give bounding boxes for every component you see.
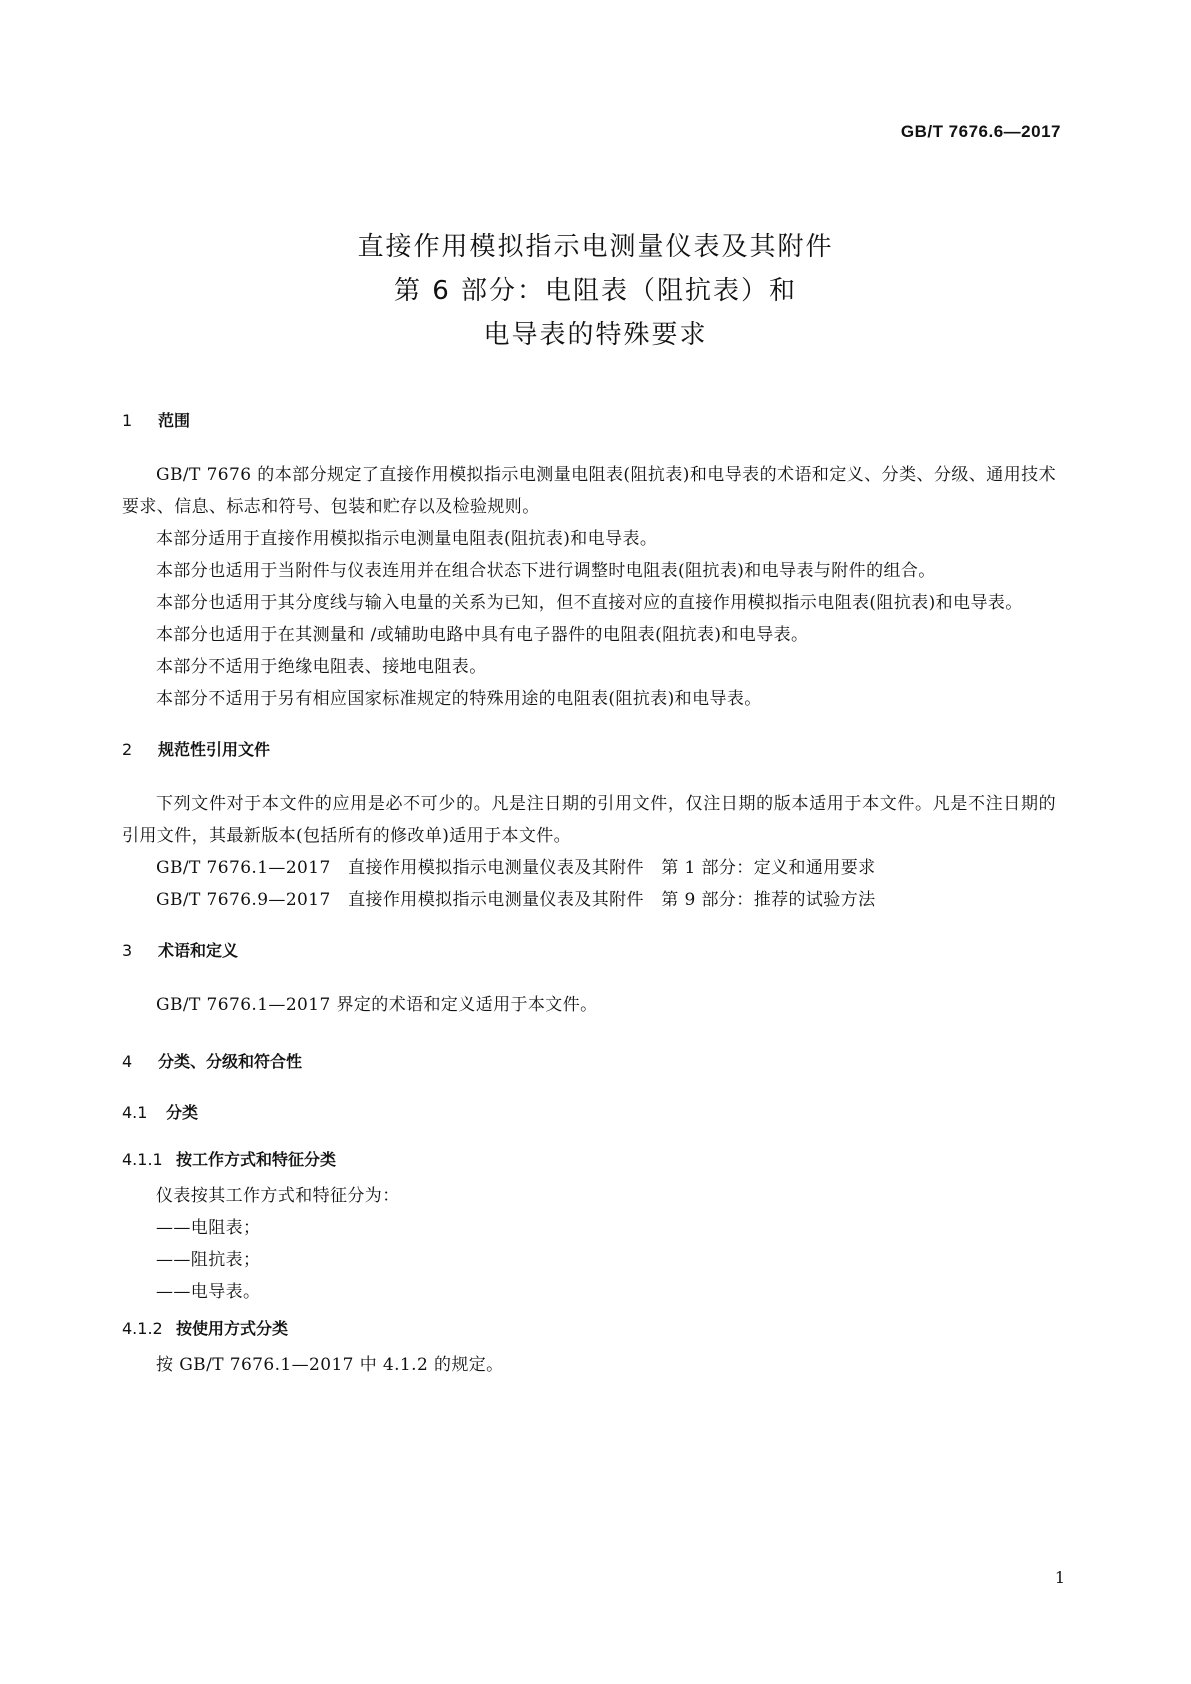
list-item: ——电阻表； xyxy=(156,1218,261,1238)
section-4-1-2-heading xyxy=(122,1316,1056,1339)
paragraph: 本部分也适用于其分度线与输入电量的关系为已知，但不直接对应的直接作用模拟指示电阻表(阻抗表)和电导表。 xyxy=(156,593,1023,613)
section-number: 2 xyxy=(122,740,133,759)
paragraph: 下列文件对于本文件的应用是必不可少的。凡是注日期的引用文件，仅注日期的版本适用于本文件。凡是不注日期的引用文件，其最新版本(包括所有的修改单)适用于本文件。 xyxy=(122,794,1056,846)
section-title: 按使用方式分类 xyxy=(176,1319,289,1338)
document-title xyxy=(0,225,1191,357)
normative-reference: GB/T 7676.9—2017 直接作用模拟指示电测量仪表及其附件 第 9 部分：推荐的试验方法 xyxy=(156,890,876,910)
paragraph: 本部分不适用于另有相应国家标准规定的特殊用途的电阻表(阻抗表)和电导表。 xyxy=(156,689,762,709)
section-4-1-1-heading xyxy=(122,1147,1056,1170)
paragraph: 本部分不适用于绝缘电阻表、接地电阻表。 xyxy=(156,657,487,677)
section-number: 4.1.2 xyxy=(122,1319,163,1338)
paragraph: GB/T 7676.1—2017 界定的术语和定义适用于本文件。 xyxy=(156,995,598,1015)
list-item: ——阻抗表； xyxy=(156,1250,261,1270)
standard-number: GB/T 7676.6—2017 xyxy=(900,122,1061,141)
section-4-heading xyxy=(122,1049,1056,1072)
section-4-1-heading xyxy=(122,1100,1056,1123)
title-line-2: 第 6 部分：电阻表（阻抗表）和 xyxy=(393,276,798,306)
section-number: 4 xyxy=(122,1052,133,1071)
document-body xyxy=(122,408,1056,1381)
section-number: 1 xyxy=(122,411,133,430)
section-title: 范围 xyxy=(158,411,191,430)
title-line-1: 直接作用模拟指示电测量仪表及其附件 xyxy=(357,232,834,262)
normative-reference: GB/T 7676.1—2017 直接作用模拟指示电测量仪表及其附件 第 1 部分：定义和通用要求 xyxy=(156,858,876,878)
section-number: 4.1.1 xyxy=(122,1150,163,1169)
section-title: 规范性引用文件 xyxy=(158,740,271,759)
page-number: 1 xyxy=(1054,1568,1065,1587)
section-title: 分类 xyxy=(166,1103,199,1122)
section-title: 分类、分级和符合性 xyxy=(158,1052,303,1071)
paragraph: 本部分适用于直接作用模拟指示电测量电阻表(阻抗表)和电导表。 xyxy=(156,529,658,549)
paragraph: 本部分也适用于当附件与仪表连用并在组合状态下进行调整时电阻表(阻抗表)和电导表与附件的组合。 xyxy=(156,561,936,581)
section-number: 3 xyxy=(122,941,133,960)
paragraph: 按 GB/T 7676.1—2017 中 4.1.2 的规定。 xyxy=(156,1355,504,1375)
paragraph: 本部分也适用于在其测量和 /或辅助电路中具有电子器件的电阻表(阻抗表)和电导表。 xyxy=(156,625,809,645)
paragraph: GB/T 7676 的本部分规定了直接作用模拟指示电测量电阻表(阻抗表)和电导表的术语和定义、分类、分级、通用技术要求、信息、标志和符号、包装和贮存以及检验规则。 xyxy=(122,465,1056,517)
section-3-heading xyxy=(122,938,1056,961)
title-line-3: 电导表的特殊要求 xyxy=(483,320,708,350)
section-title: 术语和定义 xyxy=(158,941,239,960)
section-2-heading xyxy=(122,737,1056,760)
section-title: 按工作方式和特征分类 xyxy=(176,1150,337,1169)
section-1-heading xyxy=(122,408,1056,431)
list-item: ——电导表。 xyxy=(156,1282,261,1302)
section-number: 4.1 xyxy=(122,1103,148,1122)
paragraph: 仪表按其工作方式和特征分为： xyxy=(156,1186,400,1206)
